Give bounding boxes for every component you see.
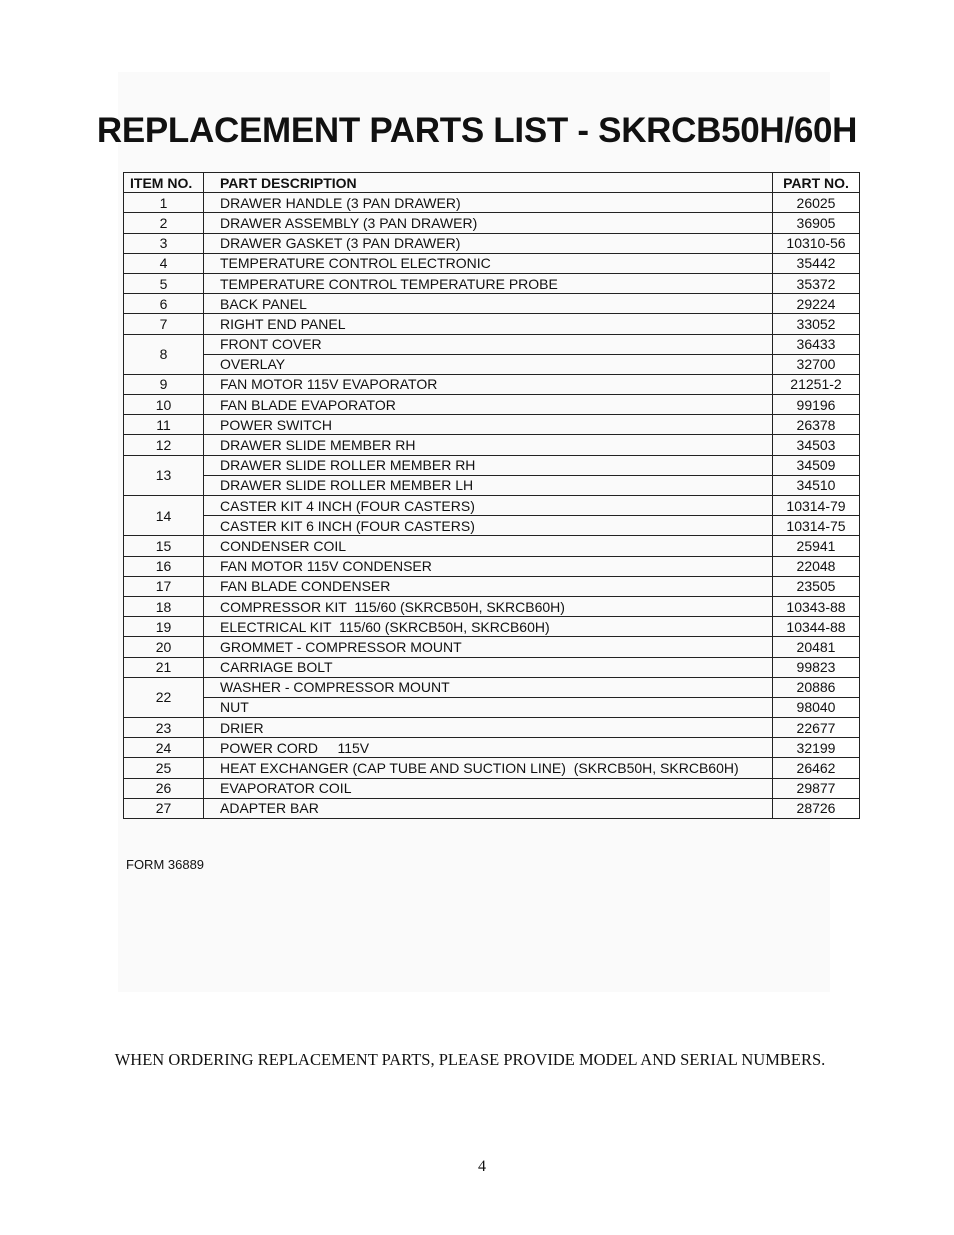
table-row	[124, 677, 860, 697]
item-number-cell: 16	[124, 556, 204, 576]
item-number-cell: 3	[124, 233, 204, 253]
parts-table	[123, 172, 860, 819]
part-description-cell: HEAT EXCHANGER (CAP TUBE AND SUCTION LINE) (SKRCB50H, SKRCB60H)	[204, 758, 773, 778]
table-row	[124, 253, 860, 273]
part-number-cell: 34510	[773, 475, 860, 495]
part-description-cell: FAN BLADE EVAPORATOR	[204, 395, 773, 415]
part-description-cell: CONDENSER COIL	[204, 536, 773, 556]
item-number-cell: 1	[124, 193, 204, 213]
table-row	[124, 596, 860, 616]
item-number-cell: 17	[124, 576, 204, 596]
table-row	[124, 556, 860, 576]
table-row	[124, 617, 860, 637]
part-description-cell: DRAWER SLIDE MEMBER RH	[204, 435, 773, 455]
part-number-cell: 10314-79	[773, 496, 860, 516]
table-row	[124, 455, 860, 475]
item-number-cell: 7	[124, 314, 204, 334]
form-number: FORM 36889	[126, 857, 205, 872]
part-number-cell: 10314-75	[773, 516, 860, 536]
part-number-cell: 32700	[773, 354, 860, 374]
item-number-cell: 20	[124, 637, 204, 657]
part-description-cell: GROMMET - COMPRESSOR MOUNT	[204, 637, 773, 657]
part-description-cell: DRAWER HANDLE (3 PAN DRAWER)	[204, 193, 773, 213]
item-number-cell: 8	[124, 334, 204, 374]
table-row	[124, 657, 860, 677]
page-title: REPLACEMENT PARTS LIST - SKRCB50H/60H	[96, 111, 858, 150]
part-number-cell: 23505	[773, 576, 860, 596]
header-item-no: ITEM NO.	[124, 173, 204, 193]
item-number-cell: 24	[124, 738, 204, 758]
part-number-cell: 99196	[773, 395, 860, 415]
part-description-cell: EVAPORATOR COIL	[204, 778, 773, 798]
part-number-cell: 26378	[773, 415, 860, 435]
table-row	[124, 718, 860, 738]
part-description-cell: TEMPERATURE CONTROL TEMPERATURE PROBE	[204, 273, 773, 293]
part-description-cell: FAN MOTOR 115V CONDENSER	[204, 556, 773, 576]
part-number-cell: 34503	[773, 435, 860, 455]
item-number-cell: 21	[124, 657, 204, 677]
part-number-cell: 20886	[773, 677, 860, 697]
item-number-cell: 26	[124, 778, 204, 798]
part-number-cell: 36433	[773, 334, 860, 354]
table-row	[124, 758, 860, 778]
part-description-cell: COMPRESSOR KIT 115/60 (SKRCB50H, SKRCB60H)	[204, 596, 773, 616]
part-number-cell: 20481	[773, 637, 860, 657]
part-number-cell: 29224	[773, 294, 860, 314]
table-row	[124, 475, 860, 495]
part-description-cell: POWER CORD 115V	[204, 738, 773, 758]
part-number-cell: 10310-56	[773, 233, 860, 253]
part-number-cell: 29877	[773, 778, 860, 798]
item-number-cell: 5	[124, 273, 204, 293]
page-number: 4	[478, 1158, 486, 1175]
table-row	[124, 798, 860, 818]
part-description-cell: CASTER KIT 4 INCH (FOUR CASTERS)	[204, 496, 773, 516]
part-description-cell: OVERLAY	[204, 354, 773, 374]
part-number-cell: 33052	[773, 314, 860, 334]
part-number-cell: 22677	[773, 718, 860, 738]
table-row	[124, 374, 860, 394]
ordering-note: WHEN ORDERING REPLACEMENT PARTS, PLEASE PROVIDE MODEL AND SERIAL NUMBERS.	[114, 1050, 826, 1069]
part-number-cell: 28726	[773, 798, 860, 818]
item-number-cell: 10	[124, 395, 204, 415]
item-number-cell: 22	[124, 677, 204, 717]
table-row	[124, 697, 860, 717]
part-number-cell: 22048	[773, 556, 860, 576]
table-row	[124, 738, 860, 758]
table-row	[124, 193, 860, 213]
part-description-cell: ELECTRICAL KIT 115/60 (SKRCB50H, SKRCB60H)	[204, 617, 773, 637]
part-description-cell: DRAWER SLIDE ROLLER MEMBER RH	[204, 455, 773, 475]
item-number-cell: 27	[124, 798, 204, 818]
part-number-cell: 26462	[773, 758, 860, 778]
part-description-cell: FAN MOTOR 115V EVAPORATOR	[204, 374, 773, 394]
part-description-cell: CASTER KIT 6 INCH (FOUR CASTERS)	[204, 516, 773, 536]
item-number-cell: 23	[124, 718, 204, 738]
item-number-cell: 6	[124, 294, 204, 314]
part-description-cell: BACK PANEL	[204, 294, 773, 314]
header-part-no: PART NO.	[773, 173, 860, 193]
part-number-cell: 36905	[773, 213, 860, 233]
table-row	[124, 273, 860, 293]
table-header-row	[124, 173, 860, 193]
item-number-cell: 9	[124, 374, 204, 394]
item-number-cell: 18	[124, 596, 204, 616]
part-description-cell: DRIER	[204, 718, 773, 738]
part-number-cell: 35442	[773, 253, 860, 273]
part-number-cell: 10344-88	[773, 617, 860, 637]
table-row	[124, 516, 860, 536]
table-row	[124, 415, 860, 435]
part-number-cell: 34509	[773, 455, 860, 475]
part-number-cell: 25941	[773, 536, 860, 556]
part-description-cell: NUT	[204, 697, 773, 717]
table-row	[124, 536, 860, 556]
table-row	[124, 294, 860, 314]
item-number-cell: 19	[124, 617, 204, 637]
part-description-cell: ADAPTER BAR	[204, 798, 773, 818]
item-number-cell: 4	[124, 253, 204, 273]
part-number-cell: 10343-88	[773, 596, 860, 616]
part-description-cell: CARRIAGE BOLT	[204, 657, 773, 677]
table-row	[124, 576, 860, 596]
item-number-cell: 15	[124, 536, 204, 556]
part-description-cell: TEMPERATURE CONTROL ELECTRONIC	[204, 253, 773, 273]
part-description-cell: DRAWER GASKET (3 PAN DRAWER)	[204, 233, 773, 253]
parts-table-body	[124, 193, 860, 819]
table-row	[124, 213, 860, 233]
table-row	[124, 435, 860, 455]
part-description-cell: RIGHT END PANEL	[204, 314, 773, 334]
table-row	[124, 354, 860, 374]
part-number-cell: 26025	[773, 193, 860, 213]
part-description-cell: FRONT COVER	[204, 334, 773, 354]
table-row	[124, 395, 860, 415]
table-row	[124, 637, 860, 657]
table-row	[124, 778, 860, 798]
part-description-cell: POWER SWITCH	[204, 415, 773, 435]
part-description-cell: DRAWER SLIDE ROLLER MEMBER LH	[204, 475, 773, 495]
part-number-cell: 99823	[773, 657, 860, 677]
item-number-cell: 25	[124, 758, 204, 778]
table-row	[124, 496, 860, 516]
part-description-cell: DRAWER ASSEMBLY (3 PAN DRAWER)	[204, 213, 773, 233]
table-row	[124, 334, 860, 354]
part-description-cell: WASHER - COMPRESSOR MOUNT	[204, 677, 773, 697]
item-number-cell: 11	[124, 415, 204, 435]
table-row	[124, 314, 860, 334]
part-number-cell: 32199	[773, 738, 860, 758]
part-number-cell: 98040	[773, 697, 860, 717]
item-number-cell: 14	[124, 496, 204, 536]
item-number-cell: 2	[124, 213, 204, 233]
part-number-cell: 35372	[773, 273, 860, 293]
item-number-cell: 13	[124, 455, 204, 495]
header-part-description: PART DESCRIPTION	[204, 173, 773, 193]
item-number-cell: 12	[124, 435, 204, 455]
part-number-cell: 21251-2	[773, 374, 860, 394]
table-row	[124, 233, 860, 253]
part-description-cell: FAN BLADE CONDENSER	[204, 576, 773, 596]
